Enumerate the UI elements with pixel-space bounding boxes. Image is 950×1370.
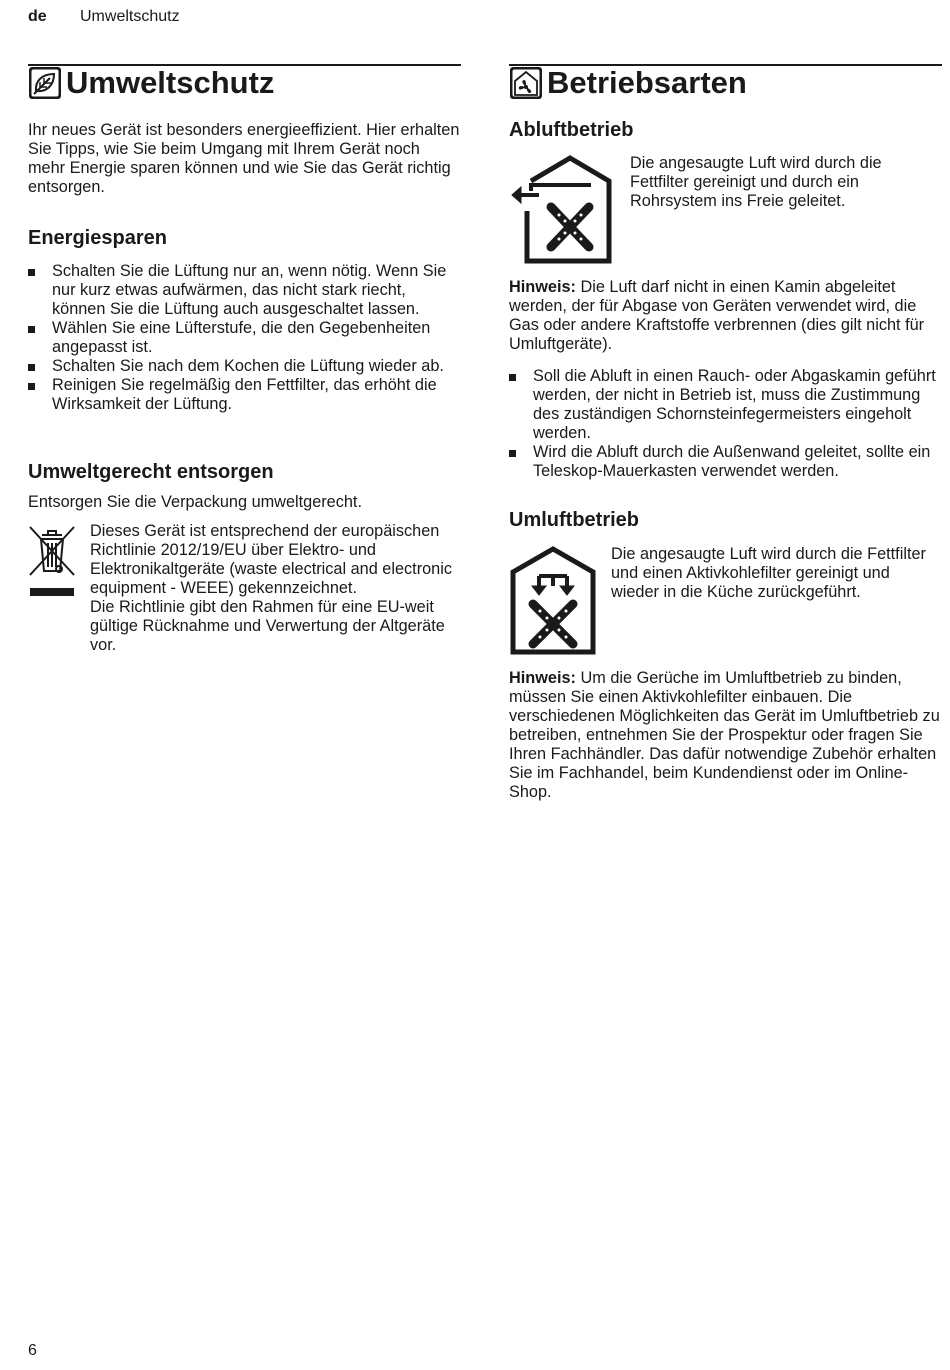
note-text: Um die Gerüche im Umluftbetrieb zu binden, müssen Sie einen Aktivkohlefilter einbauen. Die verschiedenen Möglichkeiten das Gerät im Umluftbetrieb zu betreiben, entnehmen Sie der Prospektur oder fragen Sie Ihren Fachhändler. Das dafür notwendige Zubehör erhalten Sie im Fachhandel, beim Kundendienst oder im Online-Shop. bbox=[509, 669, 940, 801]
recirculation-note bbox=[509, 669, 942, 802]
intro-paragraph: Ihr neues Gerät ist besonders energieeffizient. Hier erhalten Sie Tipps, wie Sie beim Umgang mit Ihrem Gerät noch mehr Energie sparen können und wie Sie das Gerät richtig entsorgen. bbox=[28, 121, 460, 196]
list-item: Schalten Sie nach dem Kochen die Lüftung wieder ab. bbox=[28, 357, 461, 376]
note-label: Hinweis: bbox=[509, 669, 576, 687]
language-code: de bbox=[28, 8, 47, 25]
list-item: Reinigen Sie regelmäßig den Fettfilter, das erhöht die Wirksamkeit der Lüftung. bbox=[28, 376, 461, 414]
bullet-square-icon bbox=[28, 326, 35, 333]
exhaust-note bbox=[509, 278, 942, 354]
weee-text-1: Dieses Gerät ist entsprechend der europäischen Richtlinie 2012/19/EU über Elektro- und Elektronikaltgeräte (waste electrical and electronic equipment - WEEE) gekennzeichnet. bbox=[90, 522, 452, 597]
page-title-umweltschutz: Umweltschutz bbox=[66, 65, 275, 100]
heading-umweltgerecht-entsorgen: Umweltgerecht entsorgen bbox=[28, 461, 274, 483]
bullet-square-icon bbox=[28, 383, 35, 390]
running-header bbox=[28, 8, 180, 26]
crossed-bin-icon bbox=[28, 525, 76, 600]
energy-saving-list bbox=[28, 262, 461, 414]
page-number: 6 bbox=[28, 1342, 37, 1359]
list-item: Wird die Abluft durch die Außenwand geleitet, sollte ein Teleskop-Mauerkasten verwendet werden. bbox=[509, 443, 942, 481]
section-title-umweltschutz bbox=[28, 64, 461, 102]
note-label: Hinweis: bbox=[509, 278, 576, 296]
fan-mode-icon bbox=[509, 66, 543, 100]
packaging-disposal-text: Entsorgen Sie die Verpackung umweltgerecht. bbox=[28, 493, 362, 511]
list-item: Schalten Sie die Lüftung nur an, wenn nötig. Wenn Sie nur kurz etwas aufwärmen, das nicht stark riecht, können Sie die Lüftung auch ausgeschaltet lassen. bbox=[28, 262, 461, 319]
page-title-betriebsarten: Betriebsarten bbox=[547, 65, 747, 100]
bullet-square-icon bbox=[28, 364, 35, 371]
note-text: Die Luft darf nicht in einen Kamin abgeleitet werden, der für Abgase von Geräten verwendet wird, die Gas oder andere Kraftstoffe verbrennen (dies gilt nicht für Umluftgeräte). bbox=[509, 278, 925, 353]
leaf-icon bbox=[28, 66, 62, 100]
weee-text-2: Die Richtlinie gibt den Rahmen für eine EU-weit gültige Rücknahme und Verwertung der Altgeräte vor. bbox=[90, 598, 445, 654]
bullet-square-icon bbox=[509, 374, 516, 381]
list-item: Wählen Sie eine Lüfterstufe, die den Gegebenheiten angepasst ist. bbox=[28, 319, 461, 357]
header-section-name: Umweltschutz bbox=[80, 8, 180, 25]
heading-umluftbetrieb: Umluftbetrieb bbox=[509, 509, 639, 531]
bullet-square-icon bbox=[28, 269, 35, 276]
weee-description bbox=[90, 522, 461, 655]
section-title-betriebsarten bbox=[509, 64, 942, 102]
heading-energiesparen: Energiesparen bbox=[28, 227, 167, 249]
exhaust-list bbox=[509, 367, 942, 481]
recirculation-mode-icon bbox=[509, 546, 597, 656]
bullet-square-icon bbox=[509, 450, 516, 457]
exhaust-mode-icon bbox=[509, 155, 613, 265]
recirculation-description: Die angesaugte Luft wird durch die Fettfilter und einen Aktivkohlefilter gereinigt und wieder in die Küche zurückgeführt. bbox=[611, 545, 926, 601]
exhaust-description: Die angesaugte Luft wird durch die Fettfilter gereinigt und durch ein Rohrsystem ins Freie geleitet. bbox=[630, 154, 882, 210]
heading-abluftbetrieb: Abluftbetrieb bbox=[509, 119, 634, 141]
list-item: Soll die Abluft in einen Rauch- oder Abgaskamin geführt werden, der nicht in Betrieb ist, muss die Zustimmung des zuständigen Schornsteinfegermeisters eingeholt werden. bbox=[509, 367, 942, 443]
